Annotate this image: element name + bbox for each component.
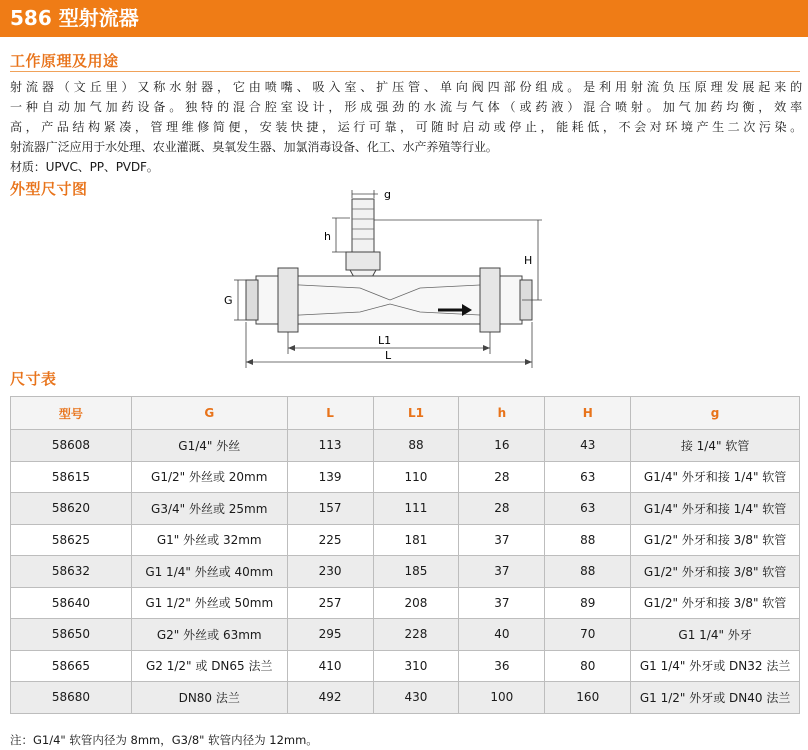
table-cell: 230 (287, 556, 373, 588)
table-row (11, 461, 800, 493)
header-G: G (131, 397, 287, 430)
table-cell: 295 (287, 619, 373, 651)
nut-icon (346, 252, 380, 270)
table-cell: 89 (545, 587, 631, 619)
table-cell: 70 (545, 619, 631, 651)
material-line: 材质：UPVC、PP、PVDF。 (10, 160, 159, 174)
table-cell: 100 (459, 682, 545, 714)
table-cell: 257 (287, 587, 373, 619)
table-cell: G1 1/2" 外丝或 50mm (131, 587, 287, 619)
table-cell: 58620 (11, 493, 132, 525)
table-cell: 接 1/4" 软管 (631, 430, 800, 462)
table-cell: G3/4" 外丝或 25mm (131, 493, 287, 525)
table-cell: 430 (373, 682, 459, 714)
table-row (11, 493, 800, 525)
table-cell: 310 (373, 650, 459, 682)
table-cell: 157 (287, 493, 373, 525)
label-h: h (324, 230, 331, 243)
paragraph-line-1: 射流器（文丘里）又称水射器，它由喷嘴、吸入室、扩压管、单向阀四部份组成。是利用射流负压原理发展起来的 (10, 80, 802, 94)
table-cell: 410 (287, 650, 373, 682)
table-cell: 58665 (11, 650, 132, 682)
table-row (11, 524, 800, 556)
table-cell: 181 (373, 524, 459, 556)
table-row (11, 682, 800, 714)
paragraph-line-2: 一种自动加气加药设备。独特的混合腔室设计，形成强劲的水流与气体（或药液）混合喷射。加气加药均衡，效率 (10, 100, 802, 114)
section-title-principle: 工作原理及用途 (10, 52, 119, 70)
hose-barb-icon (352, 199, 374, 254)
table-cell: G1 1/2" 外牙或 DN40 法兰 (631, 682, 800, 714)
table-cell: G1/2" 外牙和接 3/8" 软管 (631, 524, 800, 556)
table-cell: G1" 外丝或 32mm (131, 524, 287, 556)
table-cell: G1/2" 外丝或 20mm (131, 461, 287, 493)
label-G: G (224, 294, 233, 307)
ejector-dimension-drawing (220, 184, 560, 369)
label-L: L (385, 349, 392, 362)
table-cell: 88 (545, 556, 631, 588)
header-h: h (459, 397, 545, 430)
table-cell: G2 1/2" 或 DN65 法兰 (131, 650, 287, 682)
table-header-row (11, 397, 800, 430)
table-cell: 88 (373, 430, 459, 462)
header-H: H (545, 397, 631, 430)
table-cell: 113 (287, 430, 373, 462)
header-model: 型号 (11, 397, 132, 430)
table-row (11, 430, 800, 462)
table-cell: 43 (545, 430, 631, 462)
table-cell: G1/4" 外丝 (131, 430, 287, 462)
table-cell: 208 (373, 587, 459, 619)
table-cell: 36 (459, 650, 545, 682)
table-cell: 37 (459, 556, 545, 588)
section-title-table: 尺寸表 (10, 370, 57, 388)
section-title-drawing: 外型尺寸图 (10, 180, 88, 198)
table-cell: 40 (459, 619, 545, 651)
header-L1: L1 (373, 397, 459, 430)
table-row (11, 587, 800, 619)
table-cell: G1 1/4" 外牙 (631, 619, 800, 651)
dimension-table (10, 396, 800, 714)
table-cell: 63 (545, 493, 631, 525)
label-L1: L1 (378, 334, 392, 347)
table-cell: 28 (459, 461, 545, 493)
label-g: g (384, 188, 391, 201)
table-cell: 80 (545, 650, 631, 682)
table-cell: 58608 (11, 430, 132, 462)
table-cell: G1/4" 外牙和接 1/4" 软管 (631, 461, 800, 493)
table-row (11, 650, 800, 682)
table-cell: 58615 (11, 461, 132, 493)
paragraph-line-4: 射流器广泛应用于水处理、农业灌溉、臭氧发生器、加氯消毒设备、化工、水产养殖等行业。 (10, 140, 498, 154)
table-cell: 58640 (11, 587, 132, 619)
table-footnote: 注：G1/4" 软管内径为 8mm，G3/8" 软管内径为 12mm。 (10, 733, 318, 747)
table-cell: 58625 (11, 524, 132, 556)
page-title: 586 型射流器 (0, 0, 808, 37)
table-cell: G1 1/4" 外牙或 DN32 法兰 (631, 650, 800, 682)
table-cell: 160 (545, 682, 631, 714)
table-cell: G1 1/4" 外丝或 40mm (131, 556, 287, 588)
header-g: g (631, 397, 800, 430)
table-cell: 110 (373, 461, 459, 493)
table-cell: DN80 法兰 (131, 682, 287, 714)
table-cell: 228 (373, 619, 459, 651)
table-cell: 37 (459, 524, 545, 556)
table-cell: G1/4" 外牙和接 1/4" 软管 (631, 493, 800, 525)
table-cell: 16 (459, 430, 545, 462)
paragraph-line-3: 高，产品结构紧凑，管理维修简便，安装快捷，运行可靠，可随时启动或停止，能耗低，不会对环境产生二次污染。 (10, 120, 802, 134)
table-cell: 139 (287, 461, 373, 493)
table-cell: 111 (373, 493, 459, 525)
union-right-icon (480, 268, 500, 332)
table-cell: 58650 (11, 619, 132, 651)
table-cell: 37 (459, 587, 545, 619)
table-row (11, 619, 800, 651)
table-cell: G1/2" 外牙和接 3/8" 软管 (631, 587, 800, 619)
table-row (11, 556, 800, 588)
table-cell: 185 (373, 556, 459, 588)
table-cell: 63 (545, 461, 631, 493)
table-cell: G1/2" 外牙和接 3/8" 软管 (631, 556, 800, 588)
section-divider (10, 71, 800, 72)
table-cell: 225 (287, 524, 373, 556)
header-L: L (287, 397, 373, 430)
table-cell: 58680 (11, 682, 132, 714)
table-cell: 58632 (11, 556, 132, 588)
table-cell: 88 (545, 524, 631, 556)
union-left-icon (278, 268, 298, 332)
table-cell: 28 (459, 493, 545, 525)
table-cell: G2" 外丝或 63mm (131, 619, 287, 651)
table-cell: 492 (287, 682, 373, 714)
label-H: H (524, 254, 533, 267)
